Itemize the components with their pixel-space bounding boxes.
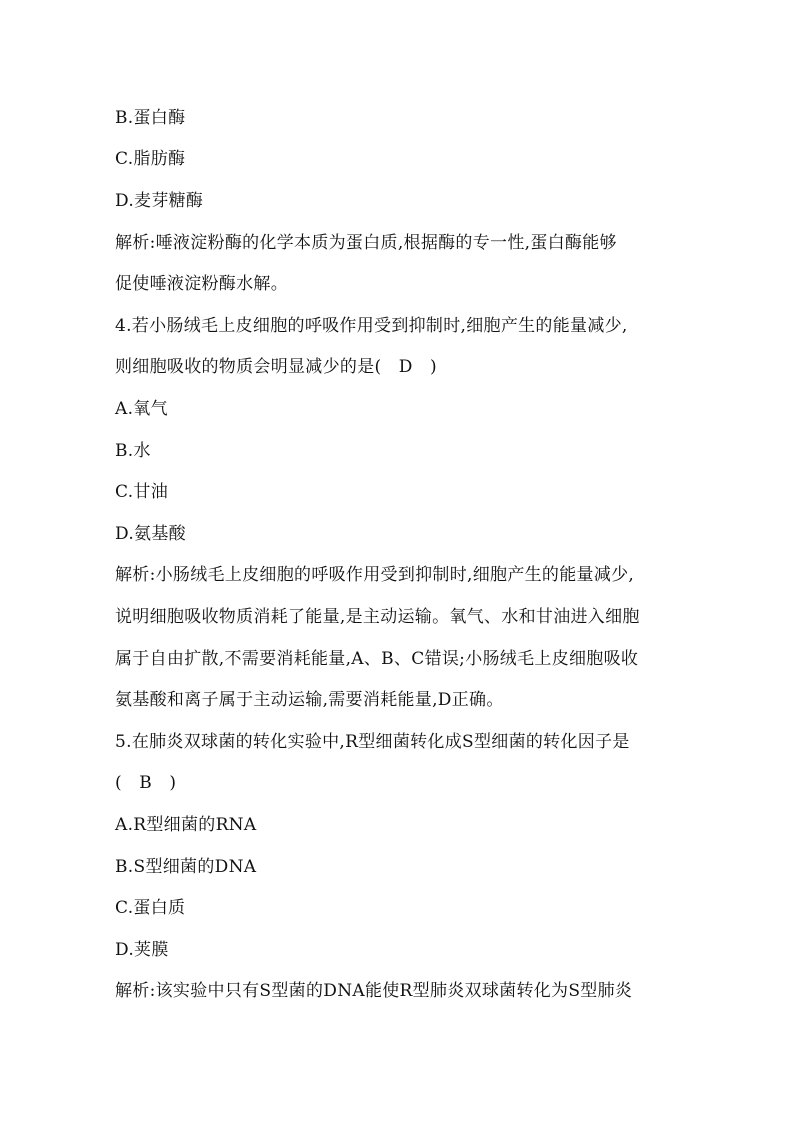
question-4-line-2: 则细胞吸收的物质会明显减少的是( D ): [115, 357, 437, 377]
q5-option-b: B.S型细菌的DNA: [115, 857, 257, 877]
q4-option-d: D.氨基酸: [115, 524, 186, 544]
explanation-q4-line-1: 解析:小肠绒毛上皮细胞的呼吸作用受到抑制时,细胞产生的能量减少,: [115, 565, 635, 585]
question-5-answer: ( B ): [115, 773, 177, 793]
q5-option-c: C.蛋白质: [115, 898, 186, 918]
explanation-q5-line-1: 解析:该实验中只有S型菌的DNA能使R型肺炎双球菌转化为S型肺炎: [115, 981, 633, 1001]
question-4-line-1: 4.若小肠绒毛上皮细胞的呼吸作用受到抑制时,细胞产生的能量减少,: [115, 316, 628, 336]
q5-option-a: A.R型细菌的RNA: [115, 815, 257, 835]
explanation-q4-line-3: 属于自由扩散,不需要消耗能量,A、B、C错误;小肠绒毛上皮细胞吸收: [115, 649, 639, 669]
q4-option-c: C.甘油: [115, 482, 169, 502]
option-d-maltase: D.麦芽糖酶: [115, 191, 204, 211]
q5-option-d: D.荚膜: [115, 940, 169, 960]
explanation-q4-line-2: 说明细胞吸收物质消耗了能量,是主动运输。氧气、水和甘油进入细胞: [115, 607, 640, 627]
q4-option-b: B.水: [115, 441, 151, 461]
explanation-q3-line-2: 促使唾液淀粉酶水解。: [115, 274, 288, 294]
q4-option-a: A.氧气: [115, 399, 168, 419]
explanation-q4-line-4: 氨基酸和离子属于主动运输,需要消耗能量,D正确。: [115, 690, 504, 710]
option-b-protease: B.蛋白酶: [115, 108, 186, 128]
question-5-line-1: 5.在肺炎双球菌的转化实验中,R型细菌转化成S型细菌的转化因子是: [115, 732, 630, 752]
explanation-q3-line-1: 解析:唾液淀粉酶的化学本质为蛋白质,根据酶的专一性,蛋白酶能够: [115, 233, 617, 253]
option-c-lipase: C.脂肪酶: [115, 149, 186, 169]
